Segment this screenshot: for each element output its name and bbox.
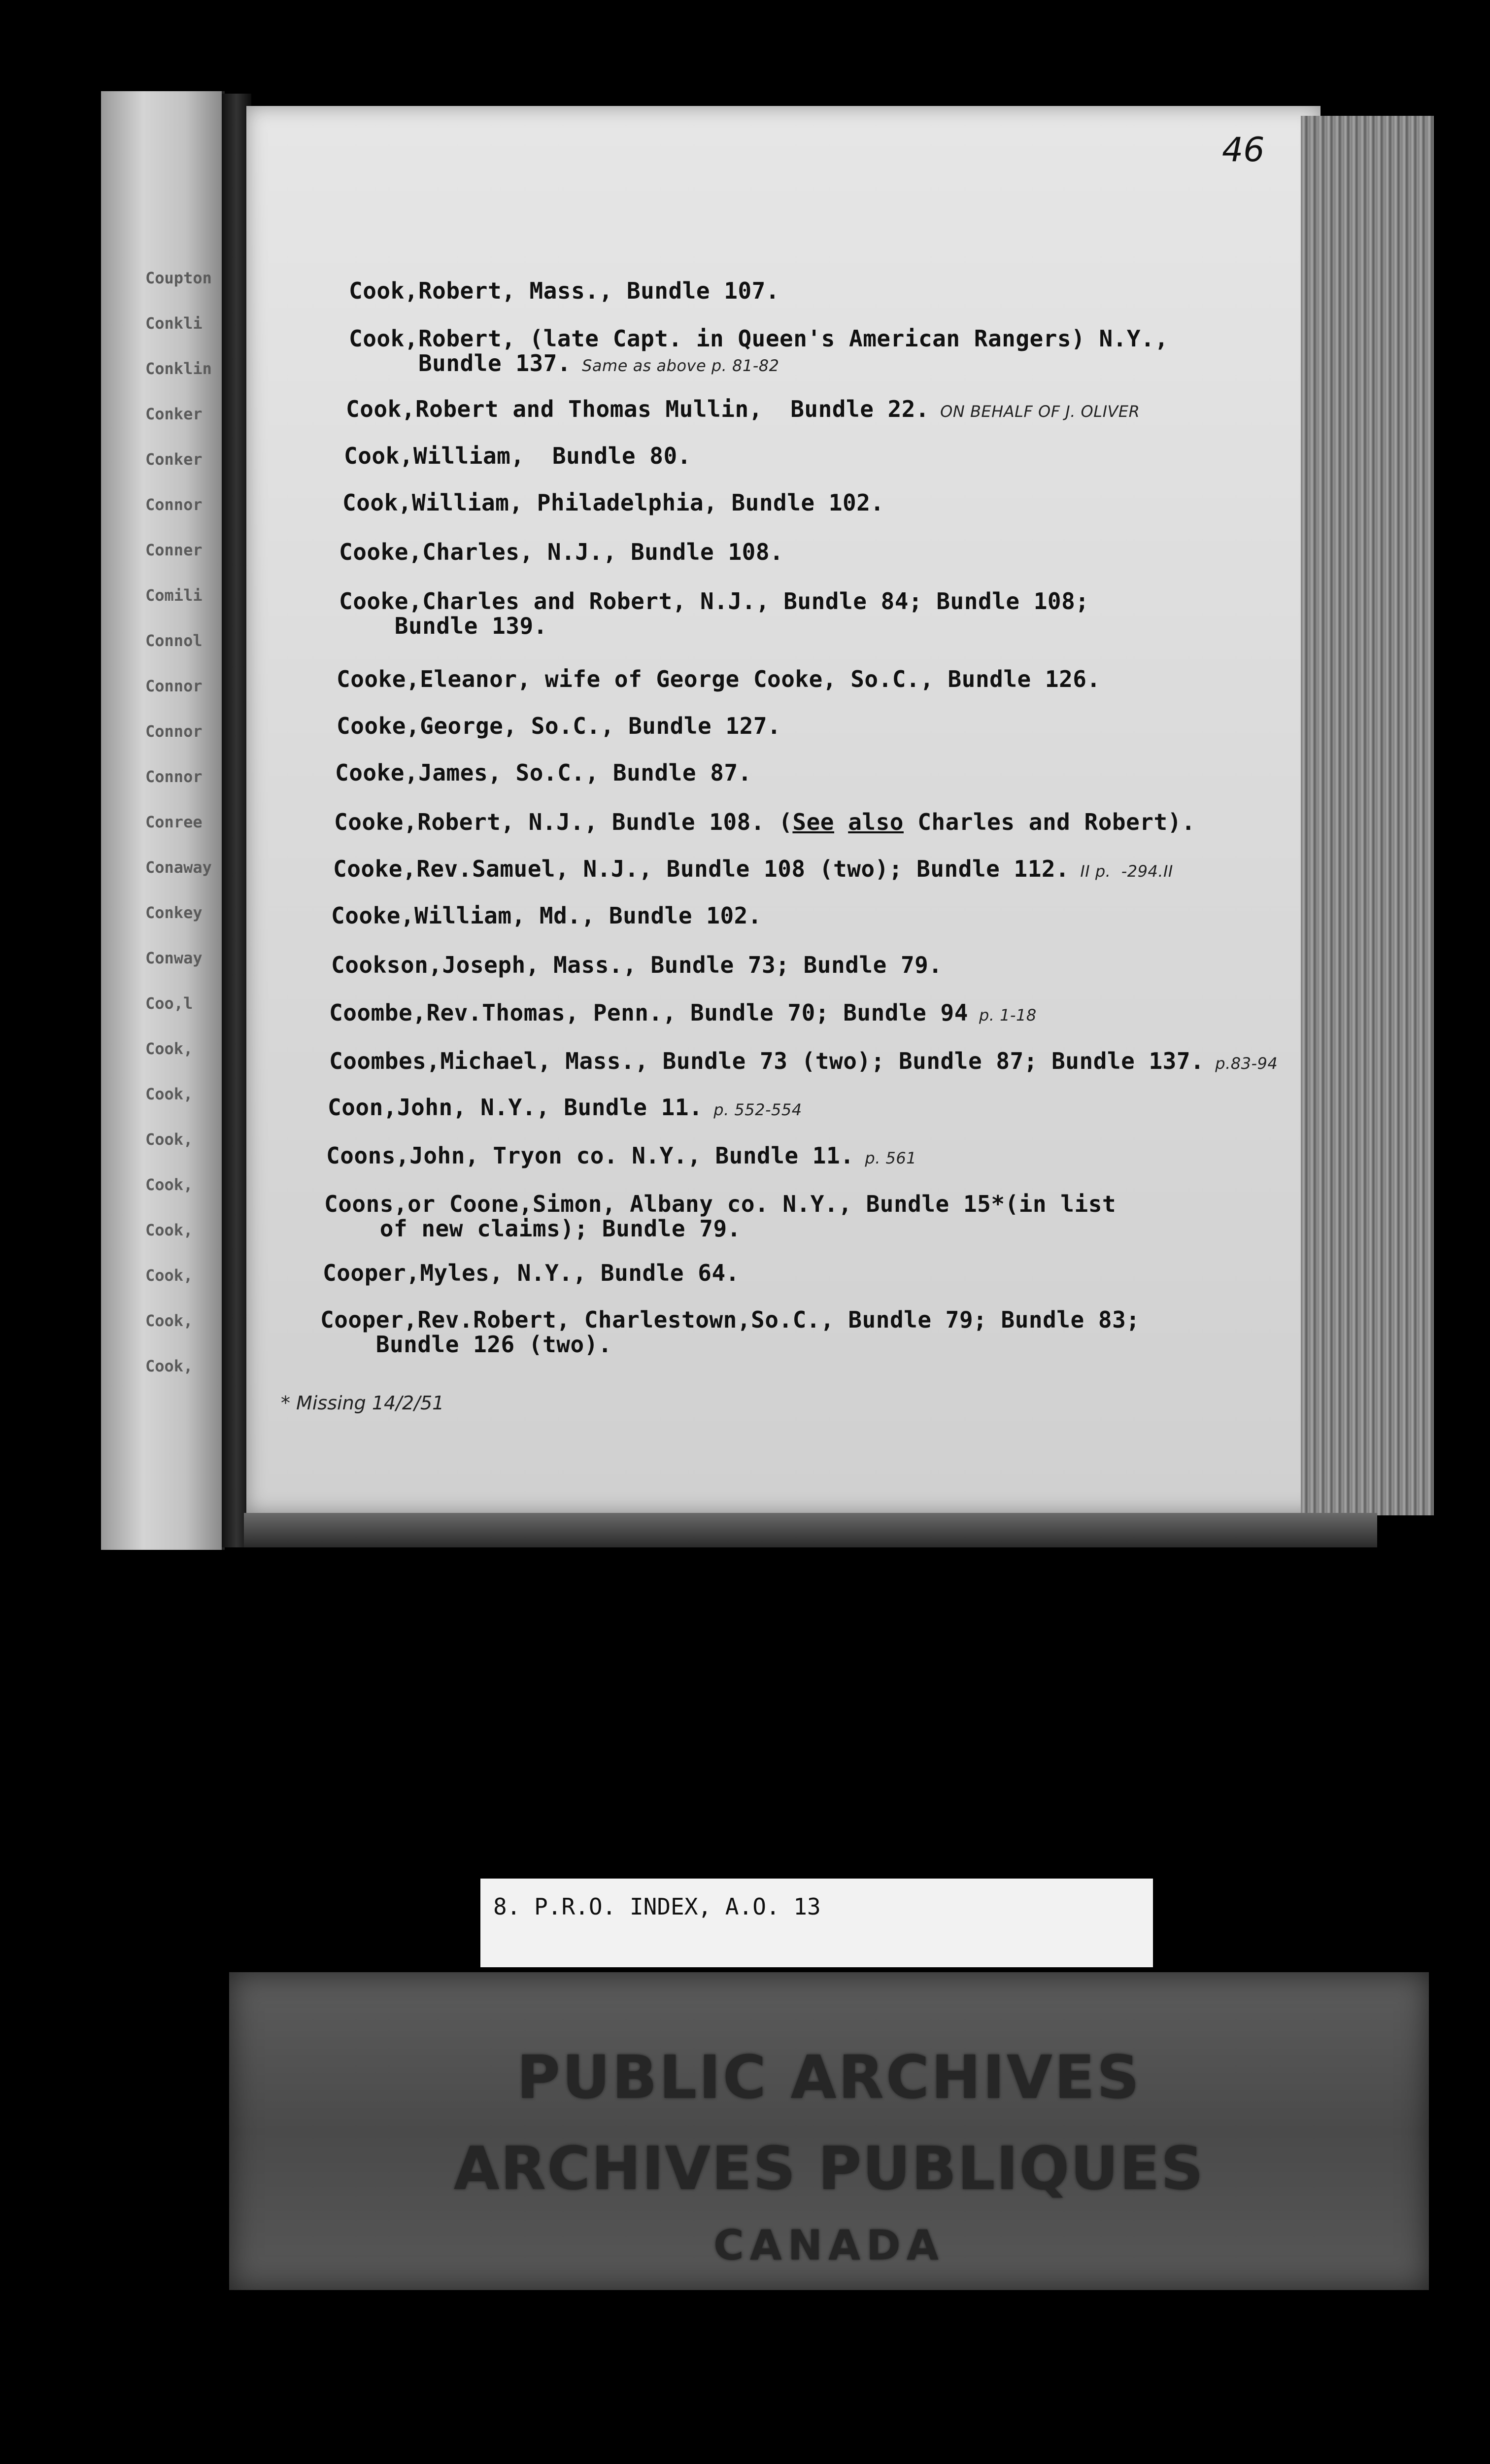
entry-text: Cook,Robert and Thomas Mullin, Bundle 22. [346,396,930,422]
handwritten-note: p. 552-554 [713,1100,802,1119]
facing-page-fragment: Connor [145,495,203,514]
handwritten-note: II p. -294.II [1080,862,1173,881]
facing-page-fragment: Cook, [145,1221,193,1239]
stamp-line-english: PUBLIC ARCHIVES [516,2044,1142,2112]
entry-text: Coombes,Michael, Mass., Bundle 73 (two); Bundle 87; Bundle 137. [329,1048,1205,1074]
index-entry [324,1192,1116,1241]
index-entry [329,1000,1037,1027]
page-bottom-edge [244,1513,1377,1547]
facing-page-fragment: Conner [145,541,203,559]
archives-stamp [229,1972,1429,2290]
entry-text: Coombe,Rev.Thomas, Penn., Bundle 70; Bundle 94 [329,999,968,1026]
facing-page-fragment: Conaway [145,858,212,877]
entry-text: Cooke,Charles and Robert, N.J., Bundle 84; Bundle 108; Bundle 139. [339,588,1089,639]
entry-text: Cooke,Eleanor, wife of George Cooke, So.C., Bundle 126. [337,666,1101,692]
entry-text: Cooper,Myles, N.Y., Bundle 64. [323,1260,740,1286]
index-entry [331,903,762,928]
underlined-word: See [792,809,835,835]
index-entry [323,1261,740,1285]
index-entry [328,1095,802,1122]
facing-page-fragment: Conkey [145,903,203,922]
handwritten-note: ON BEHALF OF J. OLIVER [940,402,1140,421]
entry-text: Cooper,Rev.Robert, Charlestown,So.C., Bundle 79; Bundle 83; Bundle 126 (two). [320,1306,1140,1358]
handwritten-note: Same as above p. 81-82 [582,356,779,375]
index-entry [335,760,752,785]
entry-text: Cooke,William, Md., Bundle 102. [331,902,762,929]
facing-page-fragment: Connol [145,631,203,650]
facing-page-fragment: Conklin [145,359,212,378]
facing-page-fragment: Cook, [145,1266,193,1285]
entry-text: Cook,Robert, (late Capt. in Queen's American Rangers) N.Y., Bundle 137. [349,325,1169,376]
facing-page-fragment: Conkli [145,314,203,333]
entry-text: Cooke,Rev.Samuel, N.J., Bundle 108 (two); Bundle 112. [333,856,1070,882]
index-entry [344,444,691,468]
facing-page-fragment: Conker [145,405,203,423]
facing-page-fragment: Conker [145,450,203,469]
reference-label: 8. P.R.O. INDEX, A.O. 13 [480,1879,1153,1967]
entry-text: Coon,John, N.Y., Bundle 11. [328,1094,703,1121]
underlined-word: also [848,809,904,835]
entry-text: Cookson,Joseph, Mass., Bundle 73; Bundle 79. [331,952,943,978]
handwritten-note: p.83-94 [1215,1054,1278,1073]
facing-page-fragment: Cook, [145,1357,193,1375]
facing-page-fragment: Cook, [145,1130,193,1149]
index-entry [334,810,1195,834]
entry-text: Cook,Robert, Mass., Bundle 107. [349,277,780,304]
index-entry [339,540,783,564]
entry-text: Cooke,James, So.C., Bundle 87. [335,759,752,786]
facing-page-fragment: Cook, [145,1311,193,1330]
entry-text: Coons,John, Tryon co. N.Y., Bundle 11. [326,1142,854,1169]
handwritten-footnote: * Missing 14/2/51 [281,1392,444,1414]
index-entry [349,278,779,303]
index-entry [337,667,1101,691]
entry-text: Cook,William, Philadelphia, Bundle 102. [342,489,884,516]
facing-page [101,91,225,1550]
index-entry [329,1049,1278,1076]
entry-text: Cooke,Robert, N.J., Bundle 108. (See also Charles and Robert). [334,809,1196,835]
index-entry [333,856,1173,884]
index-entry [337,714,781,738]
facing-page-fragment: Connor [145,767,203,786]
facing-page-fragment: Connor [145,722,203,741]
index-entry [349,326,1168,378]
stamp-line-french: ARCHIVES PUBLIQUES [453,2135,1205,2203]
index-entry [331,953,943,977]
index-entry [339,589,1089,638]
facing-page-fragment: Comili [145,586,203,605]
entry-text: Cooke,Charles, N.J., Bundle 108. [339,539,784,565]
entry-text: Cooke,George, So.C., Bundle 127. [337,713,781,739]
handwritten-note: p. 561 [865,1149,917,1167]
index-entry [320,1307,1140,1357]
facing-page-fragment: Cook, [145,1175,193,1194]
facing-page-fragment: Connor [145,677,203,695]
stamp-line-country: CANADA [713,2221,945,2269]
entry-text: Cook,William, Bundle 80. [344,443,691,469]
index-entry [342,490,884,515]
entry-text: Coons,or Coone,Simon, Albany co. N.Y., Bundle 15*(in list of new claims); Bundle 79. [324,1191,1117,1242]
index-entry [346,397,1140,424]
facing-page-fragment: Conway [145,949,203,967]
facing-page-fragment: Coo,l [145,994,193,1013]
facing-page-fragment: Coupton [145,269,212,287]
index-entry [326,1143,916,1170]
page-stack-edge [1301,116,1434,1515]
handwritten-note: p. 1-18 [979,1006,1037,1025]
facing-page-fragment: Cook, [145,1085,193,1103]
facing-page-fragment: Cook, [145,1039,193,1058]
page-number: 46 [1222,131,1265,170]
facing-page-fragment: Conree [145,813,203,831]
